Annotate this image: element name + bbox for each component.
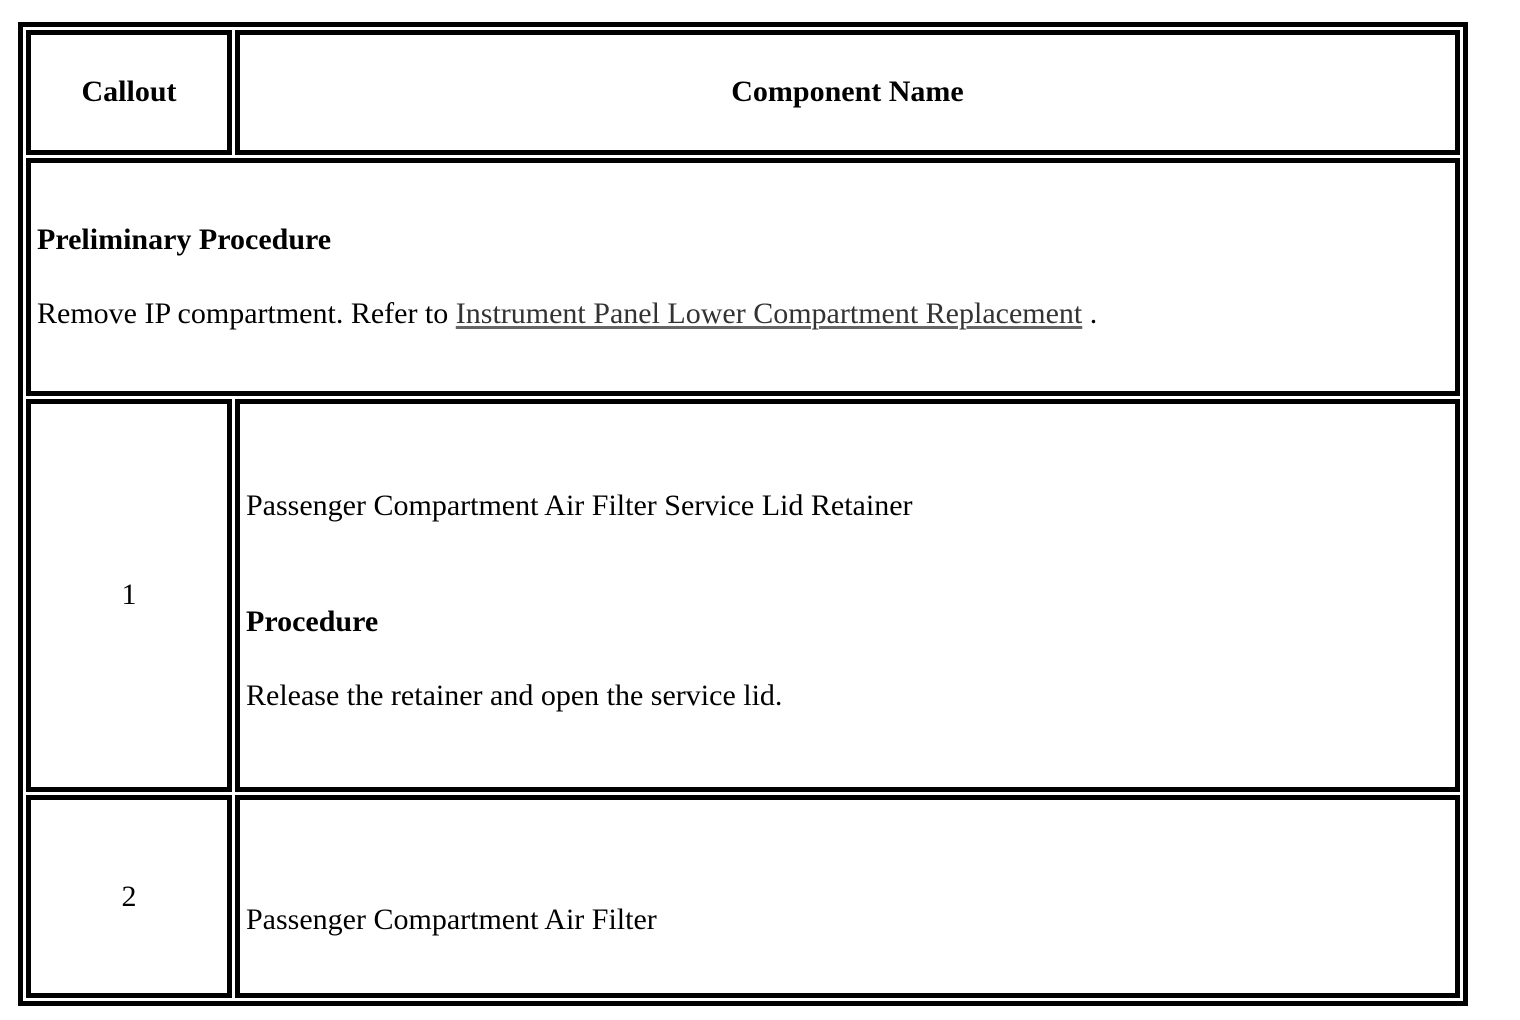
callout-cell: 2	[26, 795, 232, 998]
preliminary-text	[37, 294, 1455, 334]
component-table	[18, 22, 1468, 1006]
instrument-panel-link[interactable]: Instrument Panel Lower Compartment Replacement	[455, 296, 1083, 330]
component-name: Passenger Compartment Air Filter Service Lid Retainer	[246, 488, 913, 522]
component-cell	[235, 399, 1460, 793]
component-name: Passenger Compartment Air Filter	[246, 903, 657, 937]
callout-cell: 1	[26, 399, 232, 793]
header-component-name: Component Name	[235, 30, 1460, 155]
procedure-text: Release the retainer and open the service lid.	[246, 678, 783, 712]
table-row	[26, 399, 1460, 793]
header-callout: Callout	[26, 30, 232, 155]
preliminary-cell	[26, 158, 1460, 396]
component-cell	[235, 795, 1460, 998]
procedure-title: Procedure	[246, 604, 379, 638]
header-row	[26, 30, 1460, 155]
preliminary-text-before: Remove IP compartment. Refer to	[37, 296, 456, 330]
preliminary-text-after: .	[1082, 296, 1098, 330]
table-row	[26, 795, 1460, 998]
preliminary-title: Preliminary Procedure	[37, 222, 332, 256]
preliminary-row	[26, 158, 1460, 396]
